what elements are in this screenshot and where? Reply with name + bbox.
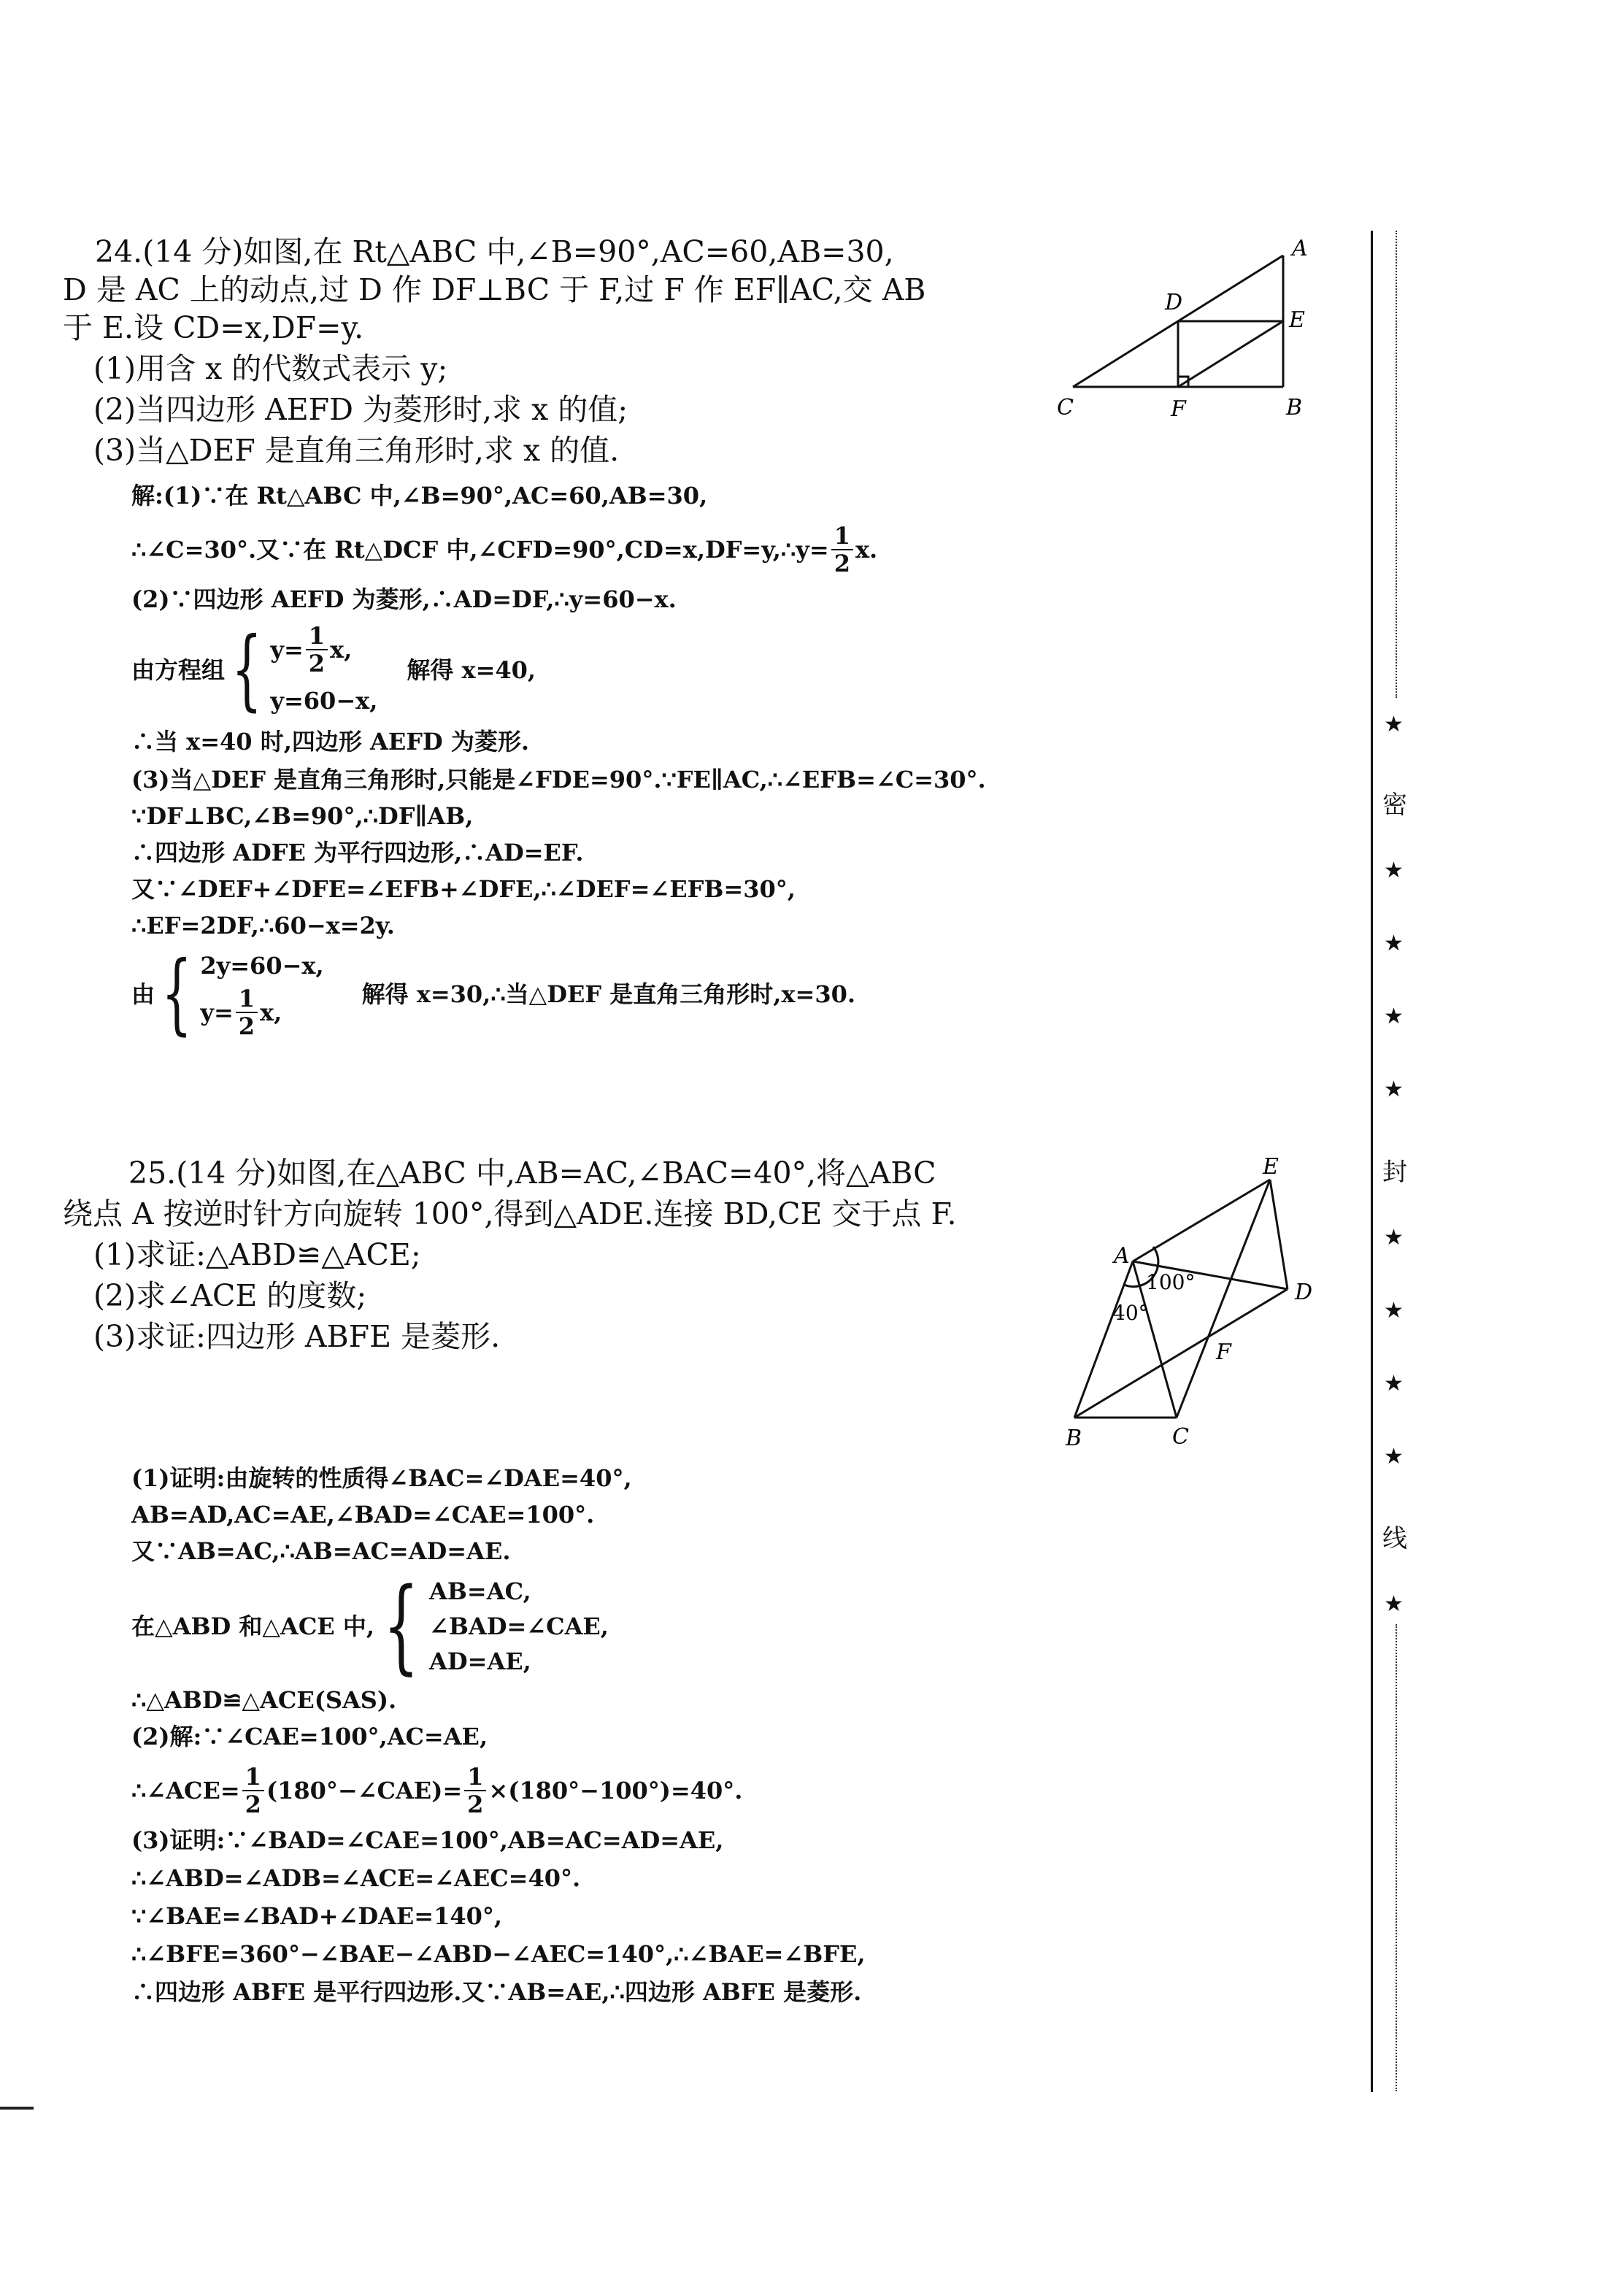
q25-condition-3: AD=AE, [429,1648,531,1675]
q24-solution-line1: 解:(1)∵在 Rt△ABC 中,∠B=90°,AC=60,AB=30, [131,482,708,510]
margin-char-mi: 密 [1382,791,1407,820]
q24-system1-eq1 [270,624,377,675]
q24-label-f: F [1171,396,1186,422]
star-icon: ★ [1384,858,1404,883]
eq-text: y= [200,999,234,1026]
binding-dotted-line-bottom [1396,1624,1397,2091]
fraction-denominator: 2 [245,1791,261,1818]
eq-text: y= [270,636,304,664]
margin-char-xian: 线 [1382,1524,1407,1553]
q25-solution-line9: ∴∠ABD=∠ADB=∠ACE=∠AEC=40°. [131,1864,581,1892]
q24-equation-system-1 [131,619,536,720]
fraction-numerator: 1 [831,524,853,550]
fraction-numerator: 1 [236,987,258,1013]
fraction-denominator: 2 [467,1791,484,1818]
star-icon: ★ [1384,1298,1404,1323]
q25-solution-line3: 又∵AB=AC,∴AB=AC=AD=AE. [131,1537,511,1565]
q24-solution-line3: (2)∵四边形 AEFD 为菱形,∴AD=DF,∴y=60−x. [131,585,677,613]
q25-label-c: C [1172,1424,1189,1450]
q25-condition-1: AB=AC, [429,1577,531,1605]
eq-tail: ×(180°−100°)=40°. [488,1777,743,1804]
fraction [831,524,853,575]
star-icon: ★ [1384,1225,1404,1250]
q24-system2-eq2 [200,987,323,1038]
binding-solid-line [1371,231,1373,2092]
fraction-numerator: 1 [306,624,328,650]
q25-angle-40-label: 40° [1112,1301,1149,1325]
q25-solution-line11: ∴∠BFE=360°−∠BAE−∠ABD−∠AEC=140°,∴∠BAE=∠BFE, [131,1940,866,1968]
q25-solution-line1: (1)证明:由旋转的性质得∠BAC=∠DAE=40°, [131,1464,632,1492]
q25-solution-line8: (3)证明:∵∠BAD=∠CAE=100°,AB=AC=AD=AE, [131,1826,724,1854]
q24-solution-line2-tail: x. [855,536,878,564]
star-icon: ★ [1384,1591,1404,1617]
q25-subquestion-1: (1)求证:△ABD≌△ACE; [93,1237,421,1272]
q25-condition-system [131,1566,609,1685]
q25-solution-line12: ∴四边形 ABFE 是平行四边形.又∵AB=AE,∴四边形 ABFE 是菱形. [131,1978,862,2006]
q24-label-e: E [1289,307,1305,333]
q25-subquestion-3: (3)求证:四边形 ABFE 是菱形. [93,1319,501,1354]
q24-subquestion-1: (1)用含 x 的代数式表示 y; [93,351,448,386]
q25-solution-line6: (2)解:∵∠CAE=100°,AC=AE, [131,1723,488,1750]
q24-system2-prefix: 由 [131,980,155,1008]
q25-figure [1051,1153,1343,1460]
star-icon: ★ [1384,1444,1404,1469]
q25-stem-line2: 绕点 A 按逆时针方向旋转 100°,得到△ADE.连接 BD,CE 交于点 F. [63,1196,957,1231]
scan-edge-mark [0,2107,34,2110]
q25-label-b: B [1066,1426,1082,1451]
q25-solution-line5: ∴△ABD≌△ACE(SAS). [131,1686,397,1714]
q24-equation-system-2 [131,943,855,1045]
q24-stem-line1: 24.(14 分)如图,在 Rt△ABC 中,∠B=90°,AC=60,AB=30, [95,234,894,269]
q24-label-b: B [1286,395,1303,420]
fraction [236,987,258,1038]
q24-solution-line5: ∴当 x=40 时,四边形 AEFD 为菱形. [131,728,529,756]
q24-subquestion-2: (2)当四边形 AEFD 为菱形时,求 x 的值; [93,392,628,427]
star-icon: ★ [1384,1371,1404,1396]
eq-text: (180°−∠CAE)= [266,1777,463,1804]
binding-dotted-line-top [1396,231,1397,698]
q24-solution-line9: 又∵∠DEF+∠DFE=∠EFB+∠DFE,∴∠DEF=∠EFB=30°, [131,875,796,903]
q24-solution-line2 [131,524,877,575]
q24-system2-eq1: 2y=60−x, [200,952,324,980]
star-icon: ★ [1384,1004,1404,1029]
fraction-denominator: 2 [834,550,850,577]
q24-solution-line10: ∴EF=2DF,∴60−x=2y. [131,912,395,939]
star-icon: ★ [1384,931,1404,956]
q25-stem-line1: 25.(14 分)如图,在△ABC 中,AB=AC,∠BAC=40°,将△ABC [128,1156,936,1191]
q25-label-f: F [1216,1339,1231,1365]
q25-angle-100-label: 100° [1146,1270,1196,1294]
q25-solution-line7 [131,1765,742,1816]
left-brace: { [383,1566,420,1685]
q24-system1-equations [270,624,377,716]
q24-solution-line6: (3)当△DEF 是直角三角形时,只能是∠FDE=90°.∵FE∥AC,∴∠EFB=∠C=30°. [131,766,986,793]
q24-solution-line7: ∵DF⊥BC,∠B=90°,∴DF∥AB, [131,802,474,830]
left-brace: { [161,943,193,1045]
star-icon: ★ [1384,1077,1404,1102]
q25-label-d: D [1295,1280,1313,1305]
q24-system1-eq2: y=60−x, [270,687,378,715]
fraction-denominator: 2 [308,650,326,677]
q24-subquestion-3: (3)当△DEF 是直角三角形时,求 x 的值. [93,433,620,468]
q24-stem-line2: D 是 AC 上的动点,过 D 作 DF⊥BC 于 F,过 F 作 EF∥AC,交 AB [63,272,926,307]
fraction [464,1765,486,1816]
q25-system-conditions [429,1576,609,1677]
margin-char-feng: 封 [1382,1158,1407,1187]
q24-label-a: A [1292,236,1308,261]
q24-label-c: C [1057,395,1074,420]
fraction [242,1765,264,1816]
fraction-numerator: 1 [464,1765,486,1791]
q25-label-a: A [1114,1243,1130,1269]
q24-system1-prefix: 由方程组 [131,656,226,684]
fraction-denominator: 2 [238,1012,255,1040]
left-brace: { [231,619,263,720]
q24-figure [1051,234,1328,423]
q24-system2-equations [200,950,323,1038]
q25-label-e: E [1263,1154,1279,1180]
q24-system1-result: 解得 x=40, [407,656,536,684]
fraction-numerator: 1 [242,1765,264,1791]
q25-solution-line10: ∵∠BAE=∠BAD+∠DAE=140°, [131,1902,503,1930]
eq-tail: x, [330,636,353,664]
q24-system2-result: 解得 x=30,∴当△DEF 是直角三角形时,x=30. [361,980,855,1008]
q25-subquestion-2: (2)求∠ACE 的度数; [93,1278,367,1313]
q25-solution-line2: AB=AD,AC=AE,∠BAD=∠CAE=100°. [131,1501,595,1529]
q24-solution-line2-text: ∴∠C=30°.又∵在 Rt△DCF 中,∠CFD=90°,CD=x,DF=y,∴y= [131,536,829,564]
eq-text: ∴∠ACE= [131,1777,240,1804]
star-icon: ★ [1384,712,1404,737]
q24-solution-line8: ∴四边形 ADFE 为平行四边形,∴AD=EF. [131,839,584,866]
fraction [306,624,328,675]
q25-system-prefix: 在△ABD 和△ACE 中, [131,1612,374,1640]
q24-label-d: D [1165,290,1183,315]
eq-tail: x, [260,999,282,1026]
q25-condition-2: ∠BAD=∠CAE, [429,1612,609,1640]
q24-stem-line3: 于 E.设 CD=x,DF=y. [63,310,364,345]
